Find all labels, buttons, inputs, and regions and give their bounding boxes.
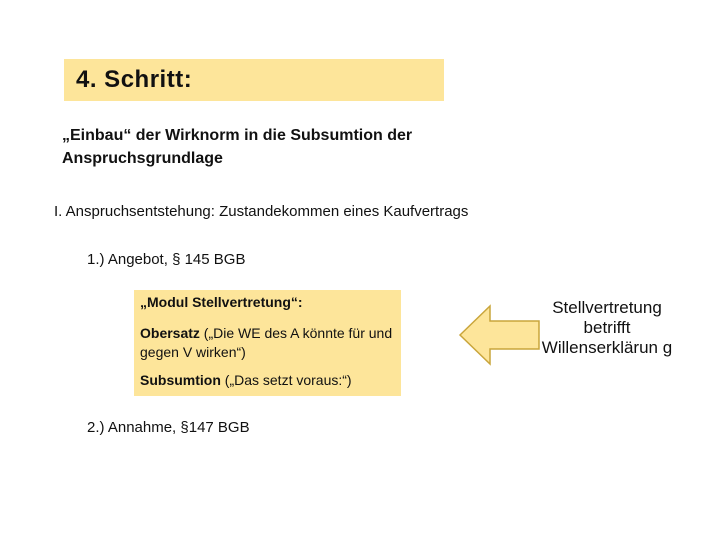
subsumtion-term: Subsumtion (140, 372, 221, 388)
point-acceptance: 2.) Annahme, §147 BGB (87, 419, 250, 436)
obersatz-text: („Die WE des A könnte für und gegen V wirken“) (140, 325, 393, 360)
module-title: „Modul Stellvertretung“: (140, 294, 303, 310)
step-title: 4. Schritt: (76, 66, 193, 93)
obersatz-term: Obersatz (140, 325, 200, 341)
intro-text: „Einbau“ der Wirknorm in die Subsumtion der Anspruchsgrundlage (62, 127, 413, 167)
side-note: Stellvertretung betrifft Willenserklärun g (541, 298, 673, 357)
obersatz-line (140, 324, 398, 362)
subsumtion-text: („Das setzt voraus:“) (220, 372, 352, 388)
subsumtion-line (140, 372, 352, 388)
section-heading: I. Anspruchsentstehung: Zustandekommen eines Kaufvertrags (54, 203, 469, 220)
left-arrow-icon (458, 303, 542, 367)
step-banner (64, 59, 444, 101)
module-box (134, 290, 401, 396)
point-offer: 1.) Angebot, § 145 BGB (87, 251, 246, 268)
